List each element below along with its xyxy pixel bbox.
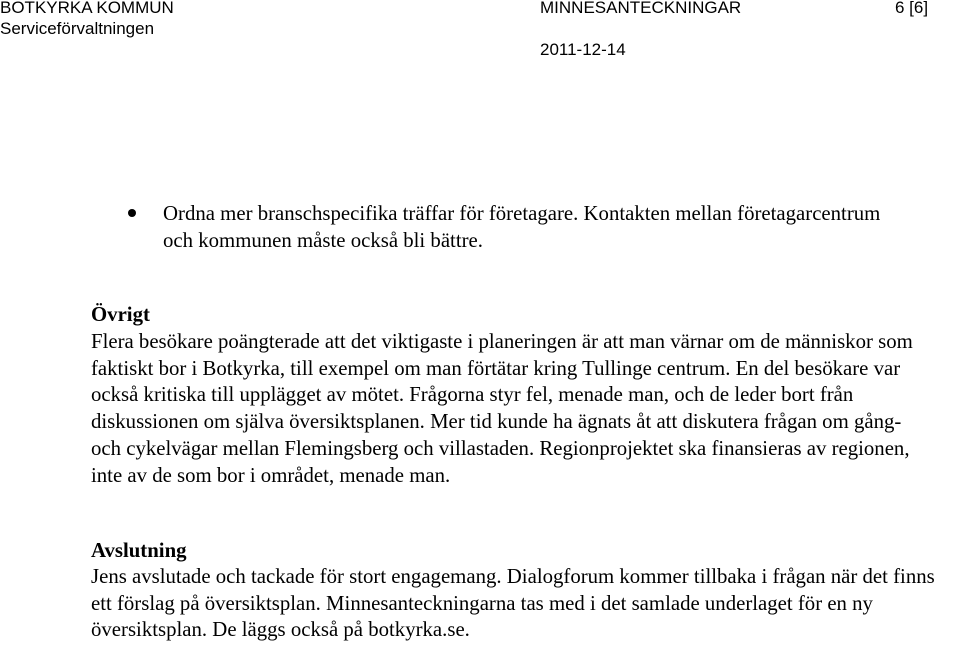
bullet-item: Ordna mer branschspecifika träffar för företagare. Kontakten mellan företagarcentrum och kommunen måste också bli bättre. [163,202,881,252]
header-date: 2011-12-14 [540,40,626,59]
bullet-marker [128,209,136,217]
section-paragraph-avslutning: Jens avslutade och tackade för stort engagemang. Dialogforum kommer tillbaka i frågan när det finns ett förslag på översiktsplan. Minnesanteckningarna tas med i det samlade underlaget för en ny översiktsplan. De läggs också på botkyrka.se. [91,565,935,642]
section-paragraph-ovrigt: Flera besökare poängterade att det viktigaste i planeringen är att man värnar om de människor som faktiskt bor i Botkyrka, till exempel om man förtätar kring Tullinge centrum. En del besökare var också kritiska till upplägget av mötet. Frågorna styr fel, menade man, och de leder bort från diskussionen om själva översiktsplanen. Mer tid kunde ha ägnats åt att diskutera frågan om gång- och cykelvägar mellan Flemingsberg och villastaden. Regionprojektet ska finansieras av regionen, inte av de som bor i området, menade man. [91,330,913,487]
header-org: BOTKYRKA KOMMUN [0,0,174,17]
header-doc-type: MINNESANTECKNINGAR [540,0,742,17]
header-page-number: 6 [6] [895,0,929,17]
section-heading-avslutning: Avslutning [91,539,187,562]
header-department: Serviceförvaltningen [0,19,155,38]
section-heading-ovrigt: Övrigt [91,303,150,326]
